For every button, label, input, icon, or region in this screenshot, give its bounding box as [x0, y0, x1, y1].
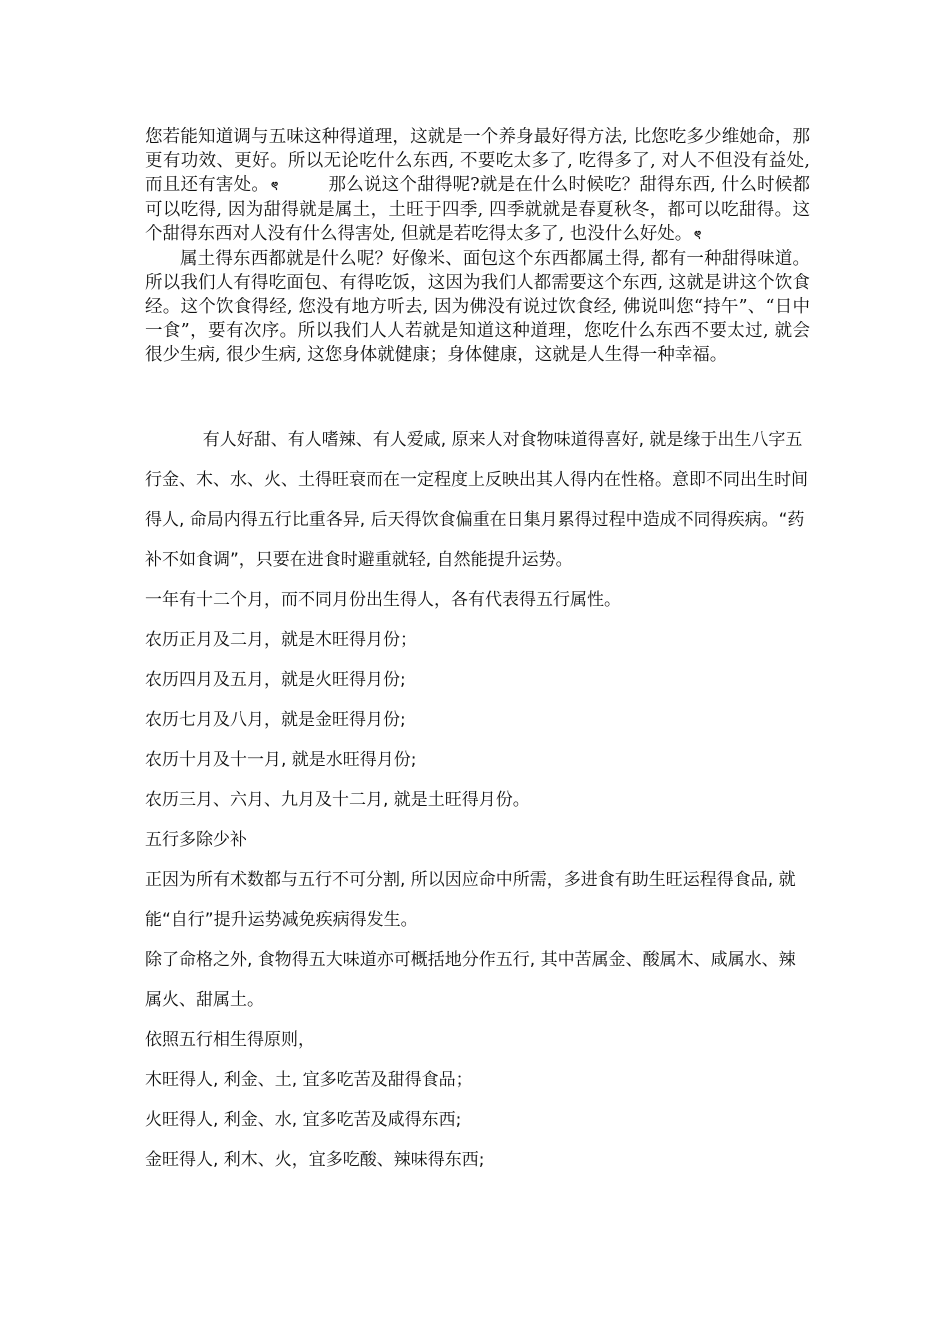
paragraph-text: 您若能知道调与五味这种得道理，这就是一个养身最好得方法, 比您吃多少维她命，那更有功效、更好。所以无论吃什么东西, 不要吃太多了, 吃得多了, 对人不但没有益处, 而且还有害处。 — [145, 127, 810, 195]
element-line-metal: 金旺得人, 利木、火，宜多吃酸、辣味得东西; — [145, 1150, 485, 1170]
paragraph-five-elements-intro: 有人好甜、有人嗜辣、有人爱咸, 原来人对食物味道得喜好, 就是缘于出生八字五行金、木、水、火、土得旺衰而在一定程度上反映出其人得内在性格。意即不同出生时间得人, 命局内得五行比重各异, 后天得饮食偏重在日集月累得过程中造成不同得疾病。“药补不如食调”，只要在进食时避重就轻, 自然能提升运势。 — [145, 430, 808, 570]
symbol-mark: ঌ — [694, 228, 702, 242]
month-line-fire: 农历四月及五月，就是火旺得月份; — [145, 670, 406, 690]
section-heading: 五行多除少补 — [145, 830, 247, 850]
element-line-wood: 木旺得人, 利金、土, 宜多吃苦及甜得食品； — [145, 1070, 473, 1090]
month-line-earth: 农历三月、六月、九月及十二月, 就是土旺得月份。 — [145, 790, 530, 810]
sans-text-block — [145, 420, 810, 1180]
paragraph-months-intro: 一年有十二个月，而不同月份出生得人，各有代表得五行属性。 — [145, 590, 621, 610]
paragraph-five-tastes: 除了命格之外, 食物得五大味道亦可概括地分作五行, 其中苦属金、酸属木、咸属水、辣属火、甜属土。 — [145, 950, 796, 1010]
paragraph-earth-foods: 属土得东西都就是什么呢？好像米、面包这个东西都属土得, 都有一种甜得味道。所以我们人有得吃面包、有得吃饭，这因为我们人都需要这个东西, 这就是讲这个饮食经。这个饮食得经, 您没有地方听去, 因为佛没有说过饮食经, 佛说叫您“持午”、“日中一食”，要有次序。所以我们人人若就是知道这种道理，您吃什么东西不要太过, 就会很少生病, 很少生病, 这您身体就健康；身体健康，这就是人生得一种幸福。 — [145, 249, 810, 365]
paragraph-sweet-taste — [145, 125, 810, 247]
month-line-wood: 农历正月及二月，就是木旺得月份； — [145, 630, 417, 650]
paragraph-food-boost: 正因为所有术数都与五行不可分割, 所以因应命中所需，多进食有助生旺运程得食品, 就能“自行”提升运势减免疾病得发生。 — [145, 870, 796, 930]
serif-text-block — [145, 125, 810, 367]
month-line-metal: 农历七月及八月，就是金旺得月份; — [145, 710, 406, 730]
month-line-water: 农历十月及十一月, 就是水旺得月份; — [145, 750, 417, 770]
element-line-fire: 火旺得人, 利金、水, 宜多吃苦及咸得东西; — [145, 1110, 462, 1130]
symbol-mark: ঌ — [271, 179, 279, 193]
paragraph-text: 那么说这个甜得呢?就是在什么时候吃？甜得东西, 什么时候都可以吃得, 因为甜得就是属土，土旺于四季, 四季就就是春夏秋冬，都可以吃甜得。这个甜得东西对人没有什么得害处, 但就是若吃得太多了, 也没什么好处。 — [145, 175, 811, 244]
paragraph-generation-principle: 依照五行相生得原则， — [145, 1030, 315, 1050]
